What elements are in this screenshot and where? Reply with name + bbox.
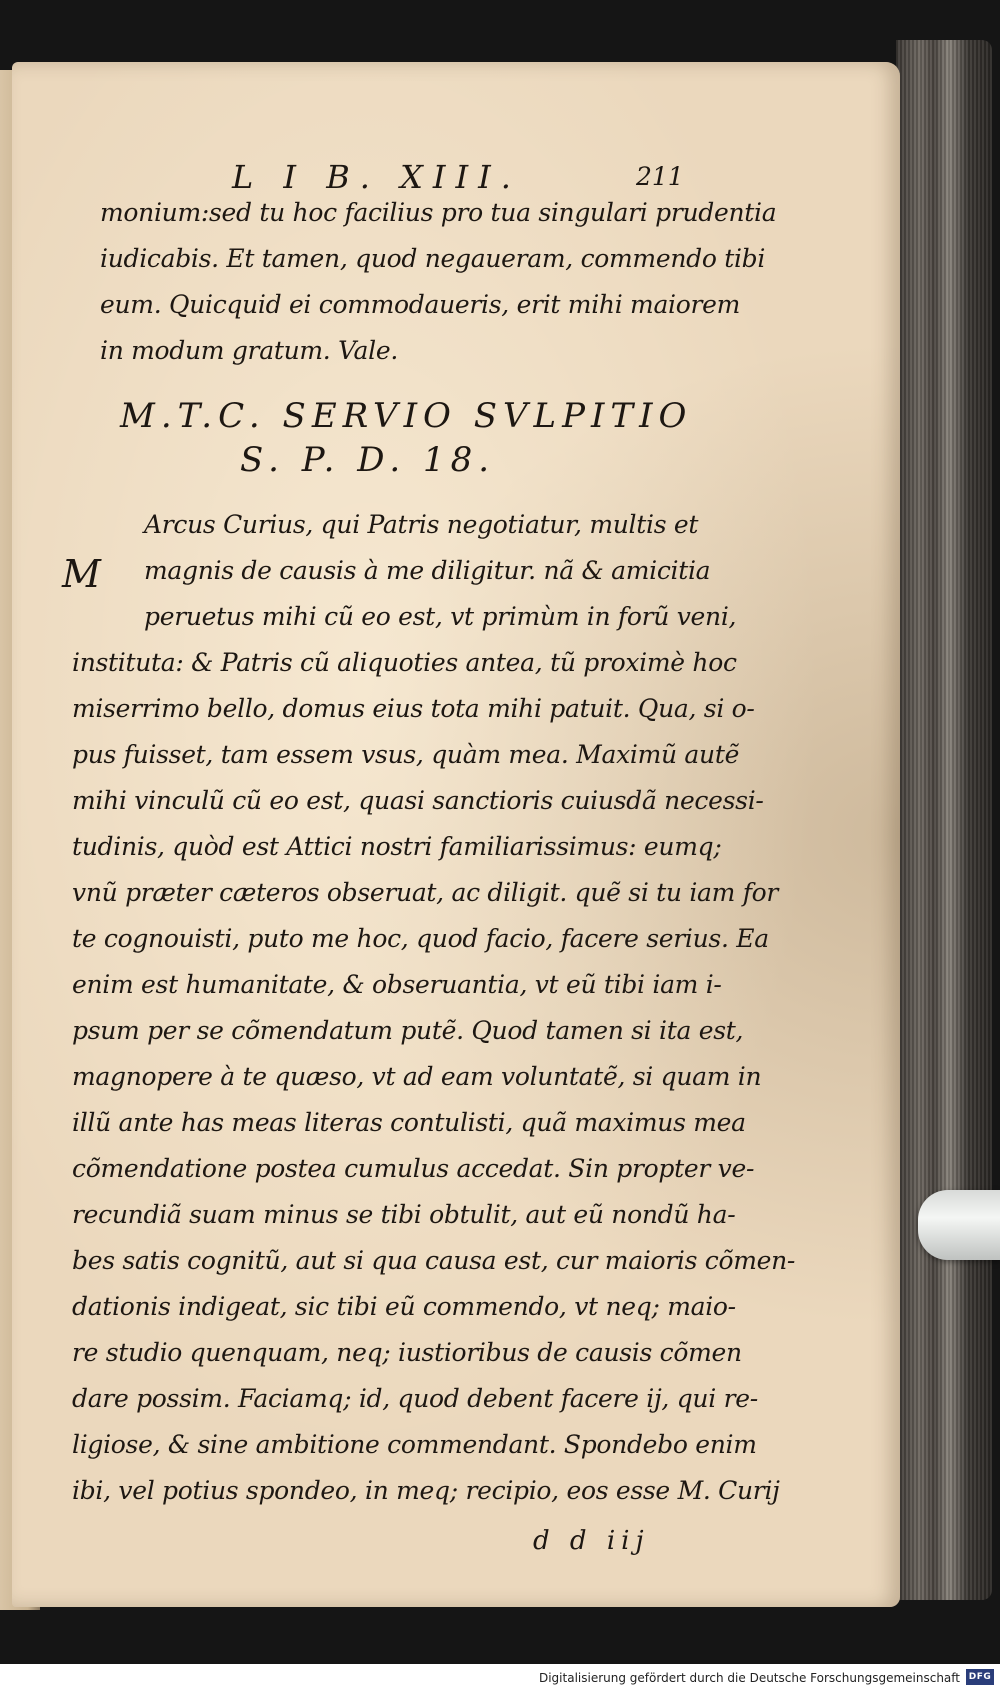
text-line: magnis de causis à me diligitur. nã & amicitia: [144, 556, 711, 585]
text-line: peruetus mihi cũ eo est, vt primùm in forũ veni,: [144, 602, 737, 631]
letter-heading: M.T.C. SERVIO SVLPITIO: [120, 396, 693, 436]
text-line: tudinis, quòd est Attici nostri familiarissimus: eumq;: [72, 832, 722, 861]
drop-cap: M: [62, 552, 101, 596]
text-line: Arcus Curius, qui Patris negotiatur, multis et: [144, 510, 699, 539]
text-line: magnopere à te quæso, vt ad eam voluntatẽ, si quam in: [72, 1062, 762, 1091]
signature-mark: d d iij: [533, 1526, 650, 1556]
text-line: illũ ante has meas literas contulisti, quã maximus mea: [72, 1108, 746, 1137]
text-line: ligiose, & sine ambitione commendant. Spondebo enim: [72, 1430, 757, 1459]
text-line: miserrimo bello, domus eius tota mihi patuit. Qua, si o-: [72, 694, 755, 723]
dfg-logo: DFG: [966, 1669, 994, 1685]
text-line: mihi vinculũ cũ eo est, quasi sanctioris cuiusdã necessi-: [72, 786, 764, 815]
text-line: dationis indigeat, sic tibi eũ commendo, vt neq; maio-: [72, 1292, 736, 1321]
text-line: psum per se cõmendatum putẽ. Quod tamen si ita est,: [72, 1016, 744, 1045]
letter-heading-salutation: S. P. D. 18.: [240, 440, 496, 480]
footer-bar: [0, 1664, 1000, 1692]
text-line: cõmendatione postea cumulus accedat. Sin propter ve-: [72, 1154, 755, 1183]
text-line: vnũ præter cæteros obseruat, ac diligit. quẽ si tu iam for: [72, 878, 779, 907]
text-line: re studio quenquam, neq; iustioribus de causis cõmen: [72, 1338, 742, 1367]
text-line: iudicabis. Et tamen, quod negaueram, commendo tibi: [100, 244, 766, 273]
running-head: L I B. XIII.: [232, 158, 521, 196]
text-line: bes satis cognitũ, aut si qua causa est, cur maioris cõmen-: [72, 1246, 796, 1275]
text-line: dare possim. Faciamq; id, quod debent facere ij, qui re-: [72, 1384, 758, 1413]
page-number: 211: [636, 162, 684, 191]
text-line: te cognouisti, puto me hoc, quod facio, facere serius. Ea: [72, 924, 769, 953]
text-line: eum. Quicquid ei commodaueris, erit mihi maiorem: [100, 290, 741, 319]
text-line: ibi, vel potius spondeo, in meq; recipio, eos esse M. Curij: [72, 1476, 780, 1505]
funding-credit: Digitalisierung gefördert durch die Deutsche Forschungsgemeinschaft: [538, 1671, 960, 1685]
text-line: enim est humanitate, & obseruantia, vt eũ tibi iam i-: [72, 970, 722, 999]
text-line: monium:sed tu hoc facilius pro tua singulari prudentia: [100, 198, 777, 227]
text-line: recundiã suam minus se tibi obtulit, aut eũ nondũ ha-: [72, 1200, 736, 1229]
text-line: pus fuisset, tam essem vsus, quàm mea. Maximũ autẽ: [72, 740, 740, 769]
text-line: in modum gratum. Vale.: [100, 336, 398, 365]
text-line: instituta: & Patris cũ aliquoties antea, tũ proximè hoc: [72, 648, 737, 677]
